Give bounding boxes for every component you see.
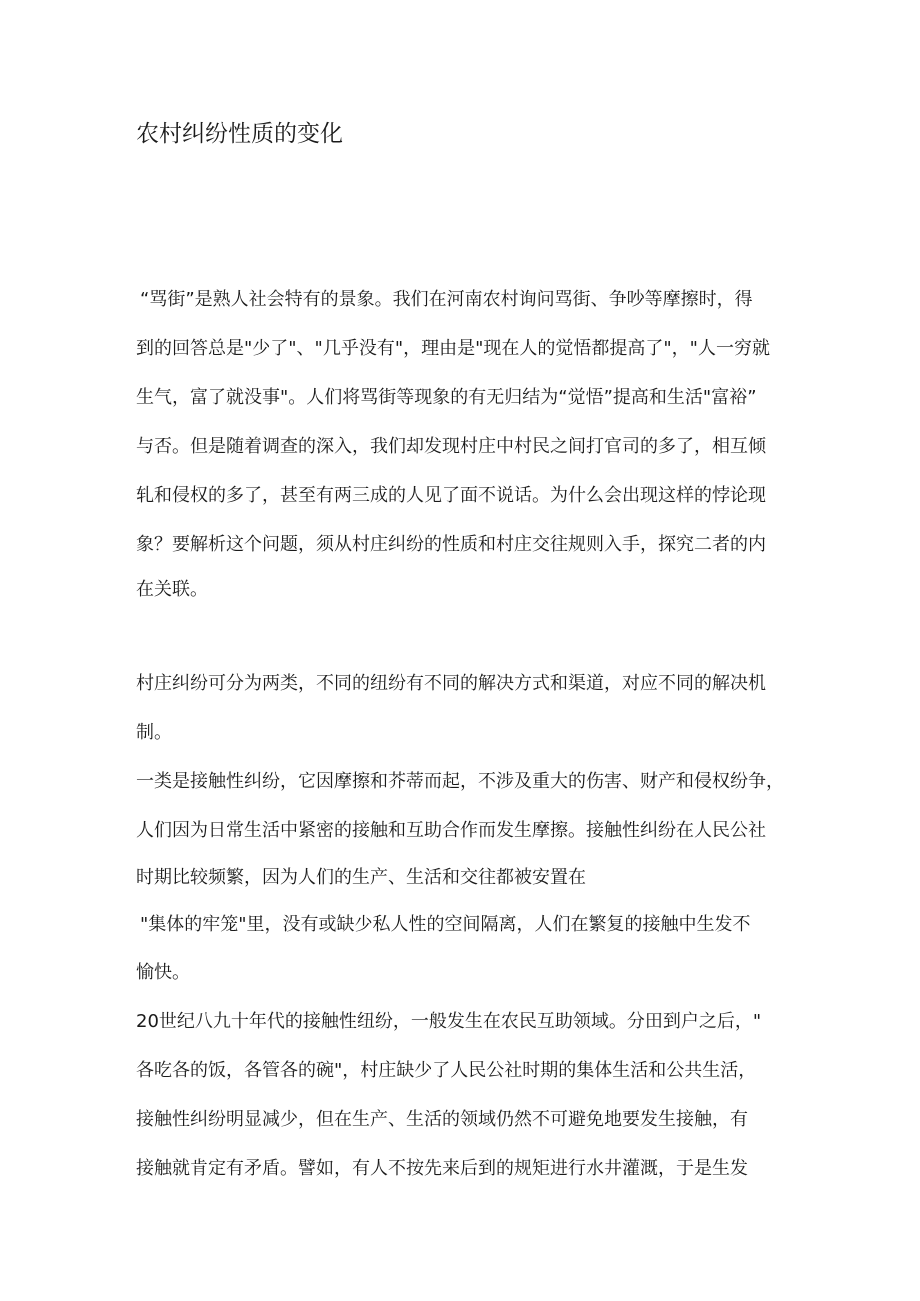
page-title: 农村纠纷性质的变化 xyxy=(136,121,343,147)
paragraph-line: 到的回答总是"少了"、"几乎没有"，理由是"现在人的觉悟都提高了"，"人一穷就 xyxy=(136,338,770,359)
paragraph-line: 村庄纠纷可分为两类，不同的纽纷有不同的解决方式和渠道，对应不同的解决机 xyxy=(136,673,766,694)
paragraph-line: 象？要解析这个问题，须从村庄纠纷的性质和村庄交往规则入手，探究二者的内 xyxy=(136,534,766,555)
paragraph-line: 与否。但是随着调查的深入，我们却发现村庄中村民之间打官司的多了，相互倾 xyxy=(136,436,766,457)
paragraph-line: 各吃各的饭，各管各的碗"，村庄缺少了人民公社时期的集体生活和公共生活， xyxy=(136,1060,757,1081)
paragraph-line: 人们因为日常生活中紧密的接触和互助合作而发生摩擦。接触性纠纷在人民公社 xyxy=(136,820,766,841)
paragraph-line: 接触性纠纷明显减少，但在生产、生活的领域仍然不可避免地要发生接触，有 xyxy=(136,1109,748,1130)
paragraph-line: 20世纪八九十年代的接触性纽纷，一般发生在农民互助领域。分田到户之后，" xyxy=(136,1011,762,1032)
paragraph-line: 生气，富了就没事"。人们将骂街等现象的有无归结为“觉悟”提高和生活"富裕” xyxy=(136,387,757,408)
paragraph-line: 制。 xyxy=(136,722,172,743)
paragraph-line: 轧和侵权的多了，甚至有两三成的人见了面不说话。为什么会出现这样的悖论现 xyxy=(136,485,766,506)
paragraph-line: 时期比较频繁，因为人们的生产、生活和交往都被安置在 xyxy=(136,867,586,888)
paragraph-line: 一类是接触性纠纷，它因摩擦和芥蒂而起，不涉及重大的伤害、财产和侵权纷争， xyxy=(136,771,784,792)
paragraph-line: "集体的牢笼"里，没有或缺少私人性的空间隔离，人们在繁复的接触中生发不 xyxy=(140,914,751,935)
paragraph-line: 愉快。 xyxy=(136,962,190,983)
paragraph-line: “骂街”是熟人社会特有的景象。我们在河南农村询问骂街、争吵等摩擦时，得 xyxy=(140,289,753,310)
paragraph-line: 在关联。 xyxy=(136,579,208,600)
paragraph-line: 接触就肯定有矛盾。譬如，有人不按先来后到的规矩进行水井灌溉，于是生发 xyxy=(136,1158,748,1179)
